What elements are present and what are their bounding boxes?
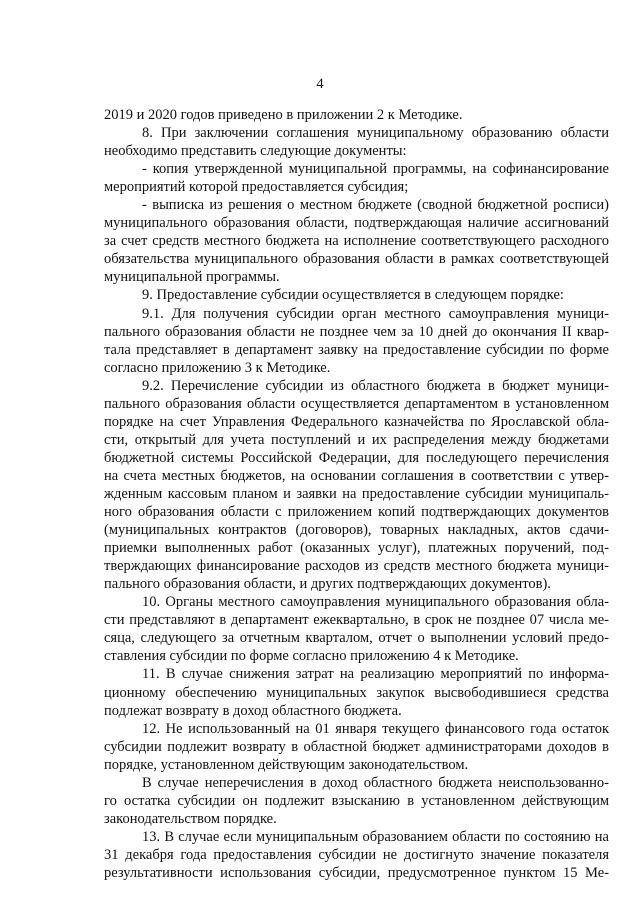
text-line: субсидии подлежит возврату в областной бюджет администраторами доходов в [104,738,609,755]
text-line: бюджетной системы Российской Федерации, для последующего перечисления [104,449,609,466]
text-line: законодательством порядке. [104,810,277,827]
text-line: 12. Не использованный на 01 января текущего финансового года остаток [142,720,609,737]
text-line: го остатка субсидии он подлежит взысканию в установленном действующим [104,792,609,809]
text-line: порядке, установленном действующим законодательством. [104,756,469,773]
text-line: подлежат возврату в доход областного бюджета. [104,702,402,719]
text-line: 9.1. Для получения субсидии орган местного самоуправления муници- [142,305,609,322]
text-line: обязательства муниципального образования области в рамках соответствующей [104,251,609,268]
text-line: за счет средств местного бюджета на исполнение соответствующего расходного [104,233,609,250]
page-number: 4 [316,76,324,92]
text-line: В случае неперечисления в доход областного бюджета неиспользованно- [142,774,609,791]
text-line: приемки выполненных работ (оказанных услуг), платежных поручений, под- [104,540,609,557]
text-line: ставления субсидии по форме согласно приложению 4 к Методике. [104,648,519,665]
text-line: порядке на счет Управления Федерального казначейства по Ярославской обла- [104,413,609,430]
text-line: мероприятий которой предоставляется субсидия; [104,179,409,196]
text-line: 9.2. Перечисление субсидии из областного бюджета в бюджет муници- [142,377,609,394]
text-line: согласно приложению 3 к Методике. [104,359,331,376]
text-line: 9. Предоставление субсидии осуществляется в следующем порядке: [142,287,564,304]
text-line: пального образования области осуществляется департаментом в установленном [104,395,609,412]
text-line: 13. В случае если муниципальным образованием области по состоянию на [142,828,609,845]
text-line: (муниципальных контрактов (договоров), товарных накладных, актов сдачи- [104,522,609,539]
text-line: ционному обеспечению муниципальных закупок высвободившиеся средства [104,684,609,701]
text-line: муниципальной программы. [104,269,280,286]
text-line: ного образования области с приложением копий подтверждающих документов [104,504,609,521]
text-line: необходимо представить следующие документы: [104,143,407,160]
text-line: пального образования области не позднее чем за 10 дней до окончания II квар- [104,323,609,340]
text-line: 10. Органы местного самоуправления муниципального образования обла- [142,594,609,611]
text-line: жденным кассовым планом и заявки на предоставление субсидии муниципаль- [104,485,609,502]
text-line: - копия утвержденной муниципальной программы, на софинансирование [142,161,609,178]
text-line: 31 декабря года предоставления субсидии не достигнуто значение показателя [104,846,609,863]
text-line: 11. В случае снижения затрат на реализацию мероприятий по информа- [142,666,609,683]
text-line: муниципального образования области, подтверждающая наличие ассигнований [104,215,609,232]
text-line: на счета местных бюджетов, на основании соглашения в соответствии с утвер- [104,467,609,484]
text-line: результативности использования субсидии, предусмотренное пунктом 15 Ме- [104,864,609,881]
text-line: 8. При заключении соглашения муниципальному образованию области [142,125,609,142]
text-line: тверждающих финансирование расходов из средств местного бюджета муници- [104,558,609,575]
text-line: тала представляет в департамент заявку на предоставление субсидии по форме [104,341,609,358]
document-body [104,106,609,882]
text-line: - выписка из решения о местном бюджете (сводной бюджетной росписи) [142,197,609,214]
text-line: сти, открытый для учета поступлений и их распределения между бюджетами [104,431,609,448]
text-line: пального образования области, и других подтверждающих документов). [104,576,551,593]
text-line: сти представляют в департамент ежеквартально, в срок не позднее 07 числа ме- [104,612,609,629]
text-line: 2019 и 2020 годов приведено в приложении 2 к Методике. [104,107,463,123]
text-line: сяца, следующего за отчетным кварталом, отчет о выполнении условий предо- [104,630,609,647]
